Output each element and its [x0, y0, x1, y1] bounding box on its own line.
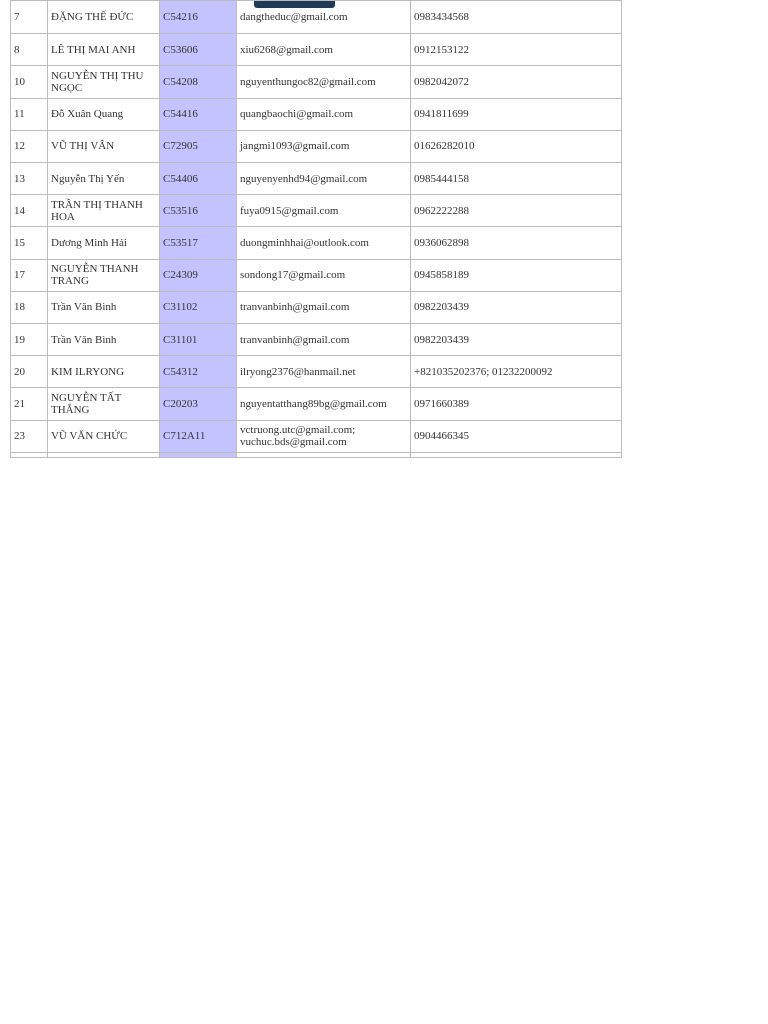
row-number: 8 [11, 34, 48, 66]
email-cell [237, 34, 411, 66]
person-name: VŨ VĂN CHỨC [48, 420, 160, 452]
table-row [11, 195, 622, 227]
phone-number: 0982203439 [411, 324, 622, 356]
table-body [11, 1, 622, 458]
table-row [11, 98, 622, 130]
row-number: 7 [11, 1, 48, 34]
phone-number: 0982042072 [411, 66, 622, 98]
student-code: C712A11 [160, 420, 237, 452]
email-cell [237, 195, 411, 227]
email-cell [237, 356, 411, 388]
phone-number: 0904466345 [411, 420, 622, 452]
table-row [11, 388, 622, 420]
empty-cell [411, 452, 622, 457]
student-code: C54216 [160, 1, 237, 34]
phone-number: 0985444158 [411, 163, 622, 195]
row-number: 18 [11, 291, 48, 323]
row-number: 13 [11, 163, 48, 195]
table-row [11, 34, 622, 66]
student-code: C53606 [160, 34, 237, 66]
email-cell [237, 388, 411, 420]
phone-number: 01626282010 [411, 130, 622, 162]
table-row [11, 1, 622, 34]
email: tranvanbinh@gmail.com [240, 301, 350, 314]
person-name: NGUYỄN THỊ THU NGỌC [48, 66, 160, 98]
person-name: KIM ILRYONG [48, 356, 160, 388]
email: nguyenthungoc82@gmail.com [240, 76, 376, 88]
student-code: C54312 [160, 356, 237, 388]
email-cell [237, 227, 411, 259]
email-cell [237, 420, 411, 452]
person-name: VŨ THỊ VÂN [48, 130, 160, 162]
table-row-cut [11, 452, 622, 457]
student-code: C54208 [160, 66, 237, 98]
student-code: C53517 [160, 227, 237, 259]
email: vuchuc.bds@gmail.com [240, 436, 347, 449]
email: vctruong.utc@gmail.com; [240, 424, 356, 437]
empty-cell [237, 452, 411, 457]
empty-cell [160, 452, 237, 457]
student-code: C54416 [160, 98, 237, 130]
phone-number: 0962222288 [411, 195, 622, 227]
table-row [11, 259, 622, 291]
phone-number: 0982203439 [411, 291, 622, 323]
person-name: LÊ THỊ MAI ANH [48, 34, 160, 66]
student-code: C72905 [160, 130, 237, 162]
phone-number: 0936062898 [411, 227, 622, 259]
phone-number: 0912153122 [411, 34, 622, 66]
phone-number: 0945858189 [411, 259, 622, 291]
email-cell [237, 291, 411, 323]
email: sondong17@gmail.com [240, 269, 346, 282]
table-row [11, 163, 622, 195]
email-cell [237, 1, 411, 34]
email: nguyenyenhd94@gmail.com [240, 172, 368, 185]
student-code: C53516 [160, 195, 237, 227]
table-row [11, 291, 622, 323]
table-row [11, 324, 622, 356]
row-number: 10 [11, 66, 48, 98]
person-name: Dương Minh Hải [48, 227, 160, 259]
phone-number: 0983434568 [411, 1, 622, 34]
person-name: Nguyễn Thị Yến [48, 163, 160, 195]
row-number: 19 [11, 324, 48, 356]
row-number: 11 [11, 98, 48, 130]
student-code: C54406 [160, 163, 237, 195]
email: ilryong2376@hanmail.net [240, 365, 356, 378]
phone-number: 0941811699 [411, 98, 622, 130]
email: duongminhhai@outlook.com [240, 237, 369, 250]
row-number: 23 [11, 420, 48, 452]
phone-number: +821035202376; 01232200092 [411, 356, 622, 388]
row-number: 17 [11, 259, 48, 291]
email: dangtheduc@gmail.com [240, 11, 348, 24]
row-number: 20 [11, 356, 48, 388]
empty-cell [11, 452, 48, 457]
email-cell [237, 163, 411, 195]
row-number: 15 [11, 227, 48, 259]
table-row [11, 130, 622, 162]
email-cell [237, 324, 411, 356]
phone-number: 0971660389 [411, 388, 622, 420]
table-row [11, 227, 622, 259]
student-code: C20203 [160, 388, 237, 420]
email-cell [237, 98, 411, 130]
email: tranvanbinh@gmail.com [240, 333, 350, 346]
email: xiu6268@gmail.com [240, 43, 333, 56]
table-row [11, 66, 622, 98]
table-row [11, 356, 622, 388]
person-name: ĐẶNG THẾ ĐỨC [48, 1, 160, 34]
row-number: 14 [11, 195, 48, 227]
email: fuya0915@gmail.com [240, 204, 339, 217]
student-code: C31102 [160, 291, 237, 323]
email: jangmi1093@gmail.com [240, 140, 350, 153]
email: quangbaochi@gmail.com [240, 108, 354, 121]
contacts-table [10, 0, 622, 458]
person-name: NGUYỄN TẤT THẮNG [48, 388, 160, 420]
email: nguyentatthang89bg@gmail.com [240, 398, 387, 411]
table-row [11, 420, 622, 452]
email-cell [237, 130, 411, 162]
person-name: NGUYỄN THANH TRANG [48, 259, 160, 291]
person-name: Đỗ Xuân Quang [48, 98, 160, 130]
row-number: 12 [11, 130, 48, 162]
person-name: Trần Văn Bình [48, 324, 160, 356]
email-cell [237, 66, 411, 98]
row-number: 21 [11, 388, 48, 420]
email-cell [237, 259, 411, 291]
person-name: TRẦN THỊ THANH HOA [48, 195, 160, 227]
student-code: C24309 [160, 259, 237, 291]
person-name: Trần Văn Bình [48, 291, 160, 323]
student-code: C31101 [160, 324, 237, 356]
empty-cell [48, 452, 160, 457]
